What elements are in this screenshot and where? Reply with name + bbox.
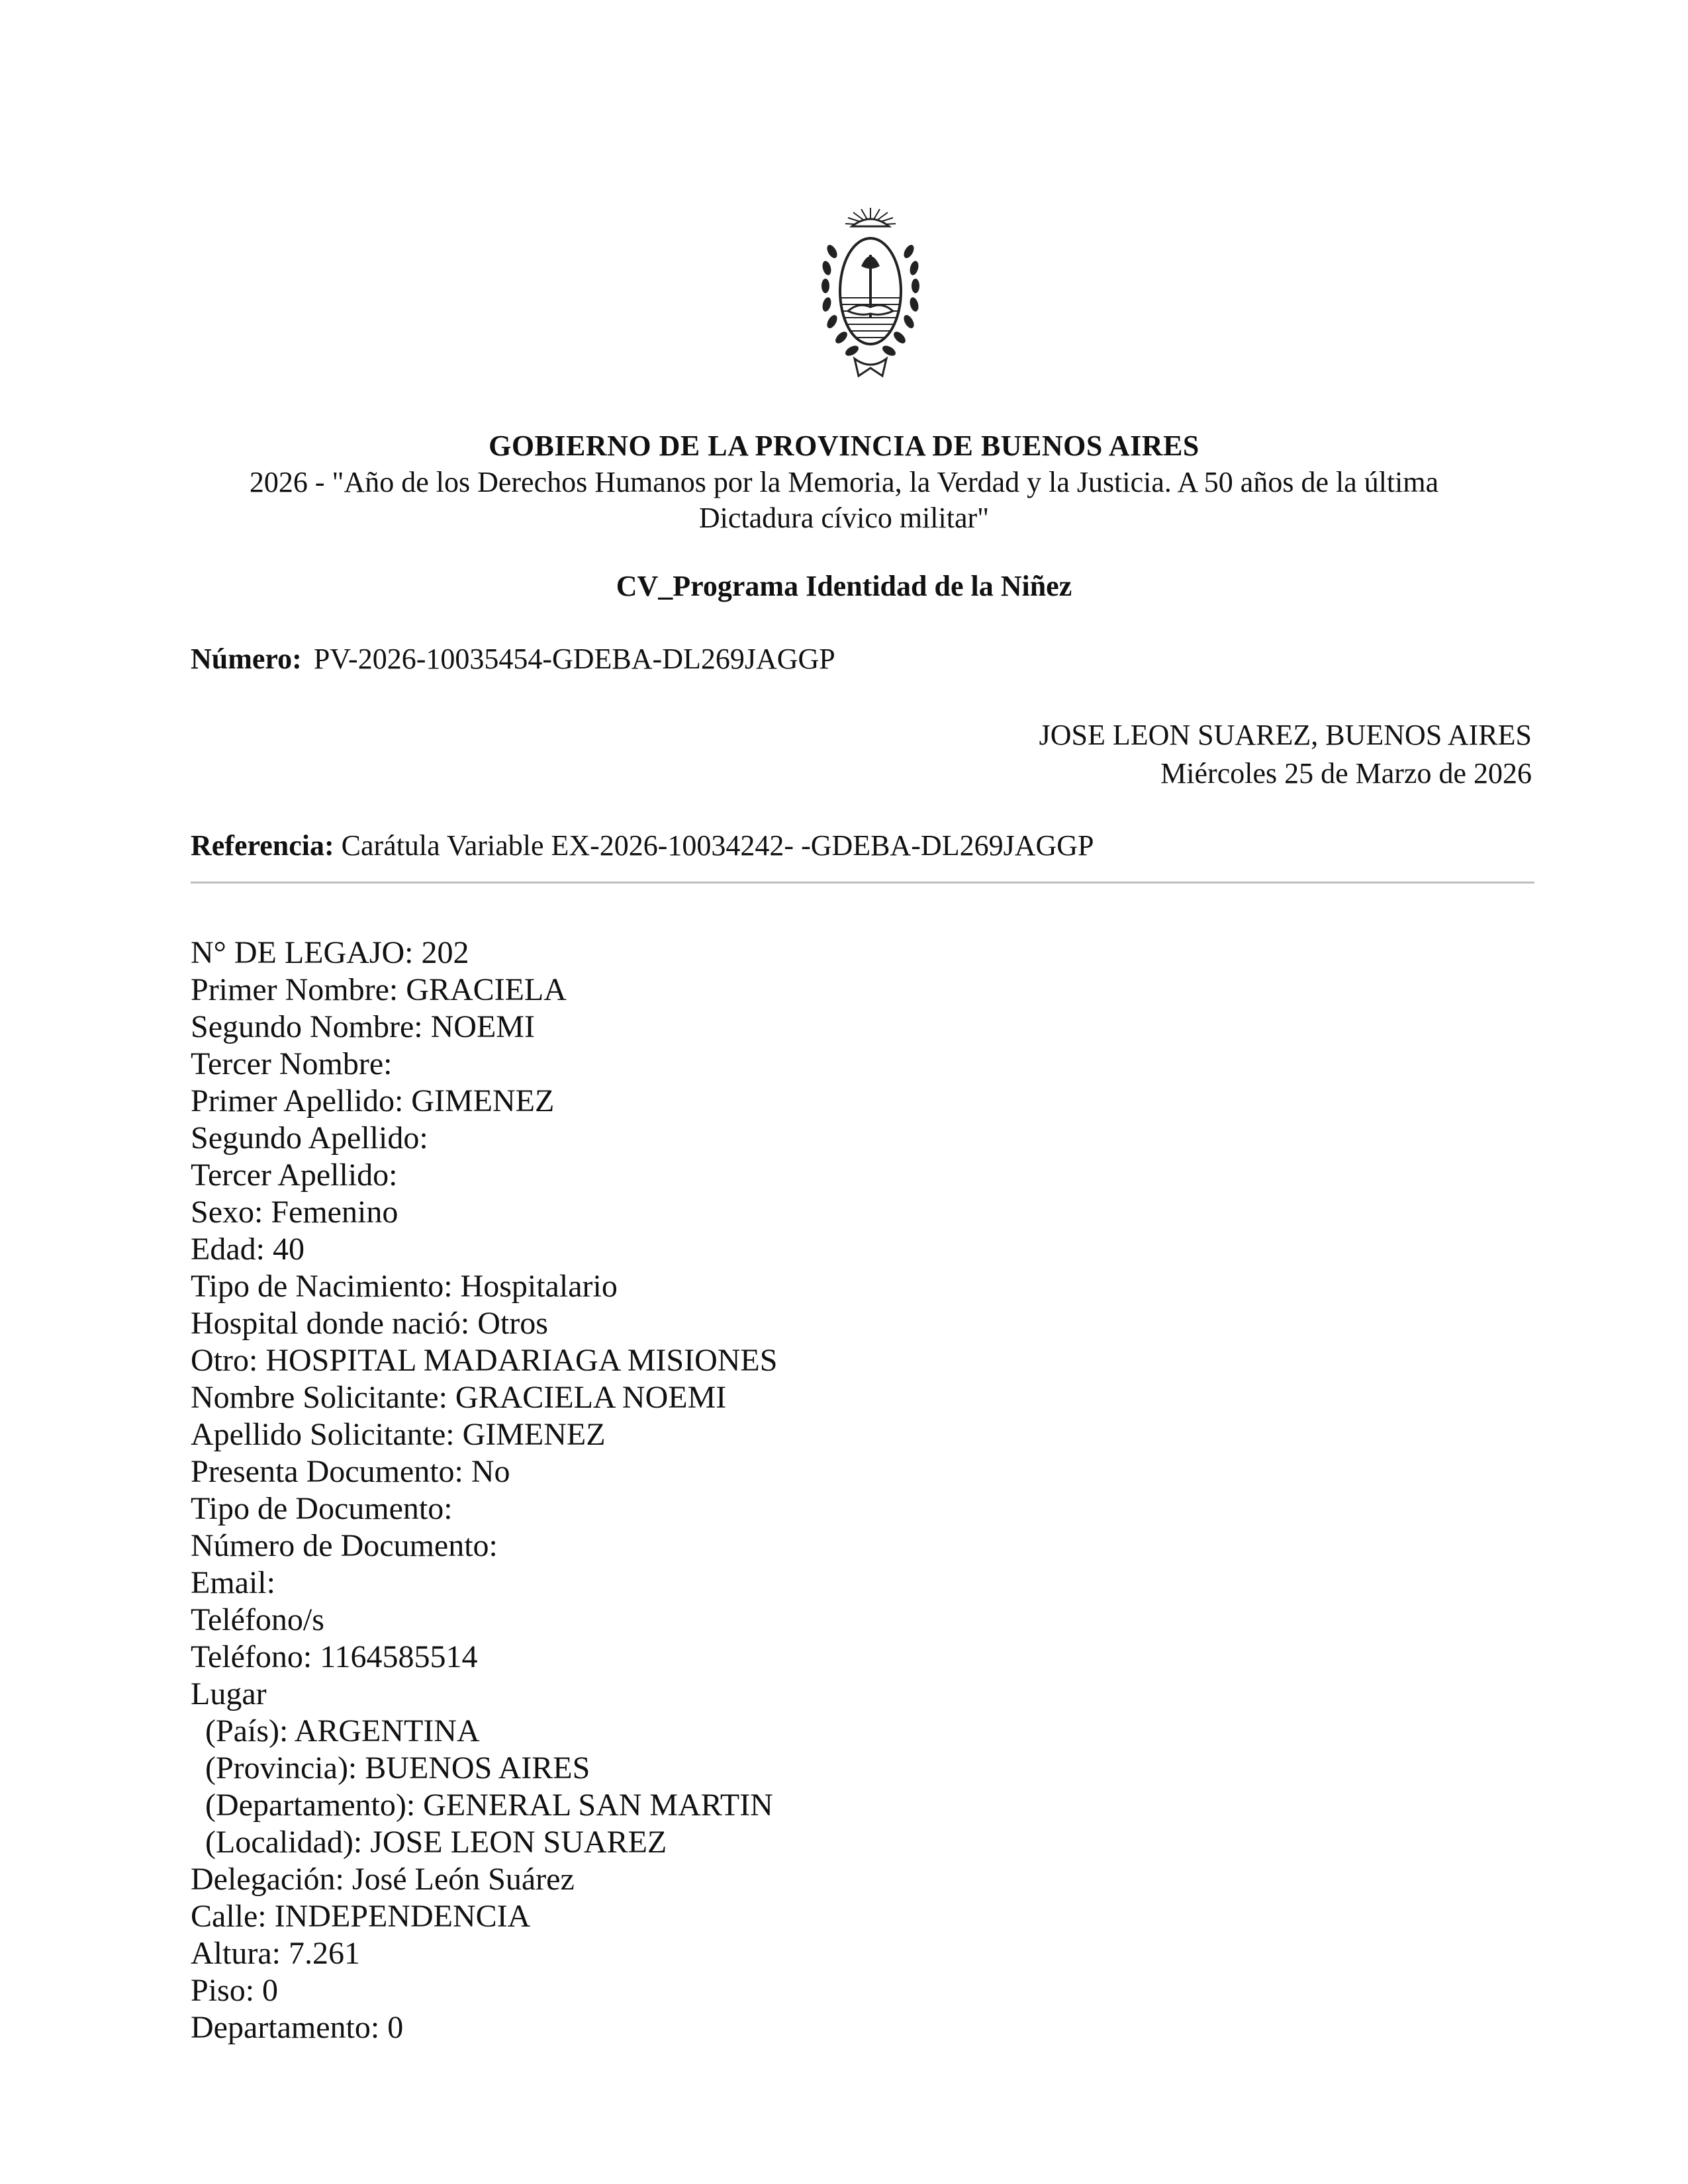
- document-number-label: Número:: [191, 643, 302, 675]
- field-telefono: Teléfono: 1164585514: [191, 1639, 478, 1674]
- reference: [191, 829, 1094, 862]
- field-sexo: Sexo: Femenino: [191, 1195, 399, 1230]
- field-tercer-nombre: Tercer Nombre:: [191, 1046, 393, 1081]
- document-title: CV_Programa Identidad de la Niñez: [616, 570, 1072, 602]
- field-hospital: Hospital donde nació: Otros: [191, 1306, 548, 1341]
- year-motto: [0, 465, 1688, 536]
- year-motto-line-2: Dictadura cívico militar": [698, 502, 990, 534]
- field-delegacion: Delegación: José León Suárez: [191, 1862, 575, 1897]
- place-and-date: [1039, 716, 1532, 793]
- field-primer-nombre: Primer Nombre: GRACIELA: [191, 972, 567, 1007]
- coat-of-arms-seal: [811, 205, 930, 384]
- field-nombre-solicitante: Nombre Solicitante: GRACIELA NOEMI: [191, 1380, 727, 1415]
- field-presenta-documento: Presenta Documento: No: [191, 1454, 510, 1489]
- field-segundo-nombre: Segundo Nombre: NOEMI: [191, 1009, 535, 1044]
- field-pais: (País): ARGENTINA: [205, 1713, 480, 1749]
- field-tercer-apellido: Tercer Apellido:: [191, 1158, 398, 1193]
- field-piso: Piso: 0: [191, 1973, 279, 2008]
- field-departamento: Departamento: 0: [191, 2010, 404, 2045]
- field-tipo-nacimiento: Tipo de Nacimiento: Hospitalario: [191, 1269, 618, 1304]
- field-legajo: N° DE LEGAJO: 202: [191, 935, 469, 970]
- record-fields: [191, 934, 777, 2046]
- field-localidad: (Localidad): JOSE LEON SUAREZ: [205, 1825, 667, 1860]
- field-telefonos-heading: Teléfono/s: [191, 1602, 324, 1637]
- place-city: JOSE LEON SUAREZ, BUENOS AIRES: [1039, 719, 1532, 751]
- place-date: Miércoles 25 de Marzo de 2026: [1160, 757, 1532, 790]
- reference-value: Carátula Variable EX-2026-10034242- -GDEBA-DL269JAGGP: [341, 829, 1094, 862]
- field-edad: Edad: 40: [191, 1232, 305, 1267]
- field-otro: Otro: HOSPITAL MADARIAGA MISIONES: [191, 1343, 778, 1378]
- header-divider: [191, 882, 1534, 884]
- field-lugar-heading: Lugar: [191, 1676, 267, 1711]
- field-departamento-lugar: (Departamento): GENERAL SAN MARTIN: [205, 1788, 773, 1823]
- field-segundo-apellido: Segundo Apellido:: [191, 1120, 428, 1156]
- year-motto-line-1: 2026 - "Año de los Derechos Humanos por la Memoria, la Verdad y la Justicia. A 50 años de la última: [249, 466, 1439, 498]
- field-altura: Altura: 7.261: [191, 1936, 360, 1971]
- field-provincia: (Provincia): BUENOS AIRES: [205, 1751, 590, 1786]
- field-primer-apellido: Primer Apellido: GIMENEZ: [191, 1083, 555, 1118]
- field-calle: Calle: INDEPENDENCIA: [191, 1899, 531, 1934]
- document-number: [191, 642, 835, 676]
- field-numero-documento: Número de Documento:: [191, 1528, 498, 1563]
- document-number-value: PV-2026-10035454-GDEBA-DL269JAGGP: [313, 643, 835, 675]
- reference-label: Referencia:: [191, 829, 334, 862]
- field-email: Email:: [191, 1565, 275, 1600]
- field-tipo-documento: Tipo de Documento:: [191, 1491, 453, 1526]
- field-apellido-solicitante: Apellido Solicitante: GIMENEZ: [191, 1417, 606, 1452]
- government-title: GOBIERNO DE LA PROVINCIA DE BUENOS AIRES: [489, 430, 1199, 462]
